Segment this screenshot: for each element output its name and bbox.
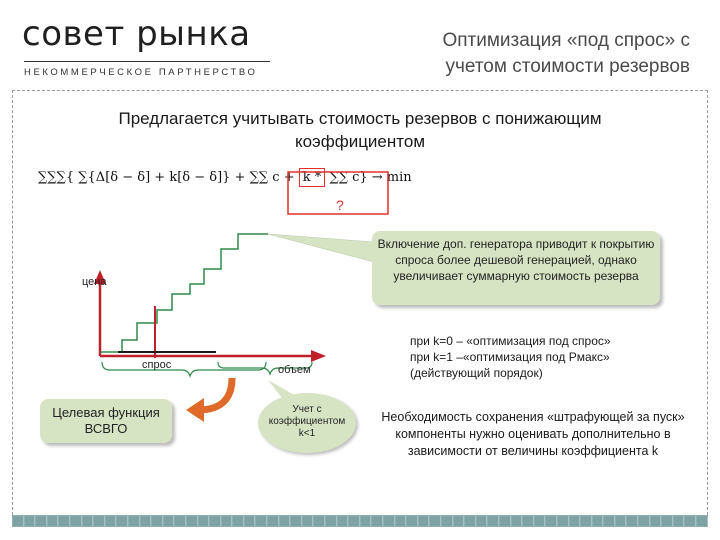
footer-square (303, 516, 314, 526)
formula-part: ] (145, 170, 151, 185)
footer-square (256, 516, 267, 526)
supply-curve (100, 234, 268, 352)
footer-square (512, 516, 523, 526)
subtitle-line2: коэффициентом (294, 132, 426, 151)
footer-square (314, 516, 325, 526)
footer-square (210, 516, 221, 526)
footer-square (674, 516, 685, 526)
footer-square (419, 516, 430, 526)
footer-square (546, 516, 557, 526)
footer-square (291, 516, 302, 526)
footer-square (280, 516, 291, 526)
formula-part: } → min (359, 170, 412, 185)
k-note-line2: при k=1 –«оптимизация под Pмакс» (410, 350, 610, 364)
footer-square (349, 516, 360, 526)
subtitle-line1: Предлагается учитывать стоимость резервов с понижающим (118, 109, 602, 128)
footer-pattern (12, 515, 708, 527)
footer-square (627, 516, 638, 526)
footer-square (117, 516, 128, 526)
footer-square (222, 516, 233, 526)
footer-square (488, 516, 499, 526)
footer-square (523, 516, 534, 526)
target-line2: ВСВГО (84, 421, 128, 436)
price-label: цена (82, 276, 107, 288)
footer-square (361, 516, 372, 526)
footer-square (59, 516, 70, 526)
demand-label: спрос (142, 359, 172, 371)
footer-square (338, 516, 349, 526)
footer-square (407, 516, 418, 526)
penalty-note: Необходимость сохранения «штрафующей за пуск» компоненты нужно оценивать дополнительно в зависимости от величины коэффициента k (381, 410, 685, 458)
footer-square (604, 516, 615, 526)
footer-square (477, 516, 488, 526)
footer-square (535, 516, 546, 526)
footer-square (326, 516, 337, 526)
arrow-head (186, 398, 204, 422)
bubble-line2: коэффициентом (268, 416, 346, 427)
footer-square (581, 516, 592, 526)
slide-title-line1: Оптимизация «под спрос» с (442, 30, 690, 51)
question-mark: ? (336, 197, 344, 213)
footer-square (233, 516, 244, 526)
logo: совет рынка (22, 14, 251, 54)
k-values-note (410, 333, 680, 381)
footer-square (71, 516, 82, 526)
volume-label: объем (278, 364, 311, 376)
footer-square (164, 516, 175, 526)
footer-square (268, 516, 279, 526)
bubble-line1: Учет с (292, 404, 322, 415)
formula-part: ∑∑∑{ ∑{Δ (38, 170, 106, 185)
footer-square (175, 516, 186, 526)
formula-part: [δ − δ]} + ∑∑ c (177, 170, 280, 185)
bubble-line3: k<1 (298, 428, 316, 439)
formula-part: + (279, 170, 299, 185)
footer-square (384, 516, 395, 526)
footer-square (13, 516, 24, 526)
footer-square (106, 516, 117, 526)
footer-square (129, 516, 140, 526)
footer-square (593, 516, 604, 526)
footer-square (372, 516, 383, 526)
footer-square (697, 516, 708, 526)
target-function-box (40, 399, 172, 443)
footer-square (639, 516, 650, 526)
footer-square (570, 516, 581, 526)
footer-square (141, 516, 152, 526)
callout-pointer (268, 234, 374, 262)
k-note-line3: (действующий порядок) (410, 366, 543, 380)
footer-square (454, 516, 465, 526)
formula-part: ∑∑ c (325, 170, 360, 185)
footer-square (685, 516, 696, 526)
formula-part: − δ (118, 170, 146, 185)
generator-callout: Включение доп. генератора приводит к покрытию спроса более дешевой генерацией, однако увеличивает суммарную стоимость резерва (372, 231, 660, 305)
formula-part: [δ (105, 170, 119, 185)
footer-square (465, 516, 476, 526)
footer-square (616, 516, 627, 526)
footer-square (152, 516, 163, 526)
footer-square (36, 516, 47, 526)
volume-axis-arrow (311, 350, 326, 362)
footer-square (396, 516, 407, 526)
target-line1: Целевая функция (52, 405, 160, 420)
slide-title-line2: учетом стоимости резервов (445, 56, 690, 77)
footer-square (199, 516, 210, 526)
footer-square (442, 516, 453, 526)
footer-square (662, 516, 673, 526)
k-note-line1: при k=0 – «оптимизация под спрос» (410, 334, 611, 348)
brace-left (102, 362, 266, 376)
formula-part: + k (150, 170, 178, 185)
footer-square (430, 516, 441, 526)
formula-k-highlight: k * (299, 168, 326, 187)
footer-square (500, 516, 511, 526)
footer-square (83, 516, 94, 526)
footer-square (651, 516, 662, 526)
footer-square (48, 516, 59, 526)
footer-square (25, 516, 36, 526)
footer-square (245, 516, 256, 526)
footer-square (558, 516, 569, 526)
footer-square (94, 516, 105, 526)
logo-subtitle: НЕКОММЕРЧЕСКОЕ ПАРТНЕРСТВО (24, 67, 258, 78)
formula-term-box (288, 172, 388, 214)
coefficient-bubble (258, 393, 356, 453)
footer-square (187, 516, 198, 526)
